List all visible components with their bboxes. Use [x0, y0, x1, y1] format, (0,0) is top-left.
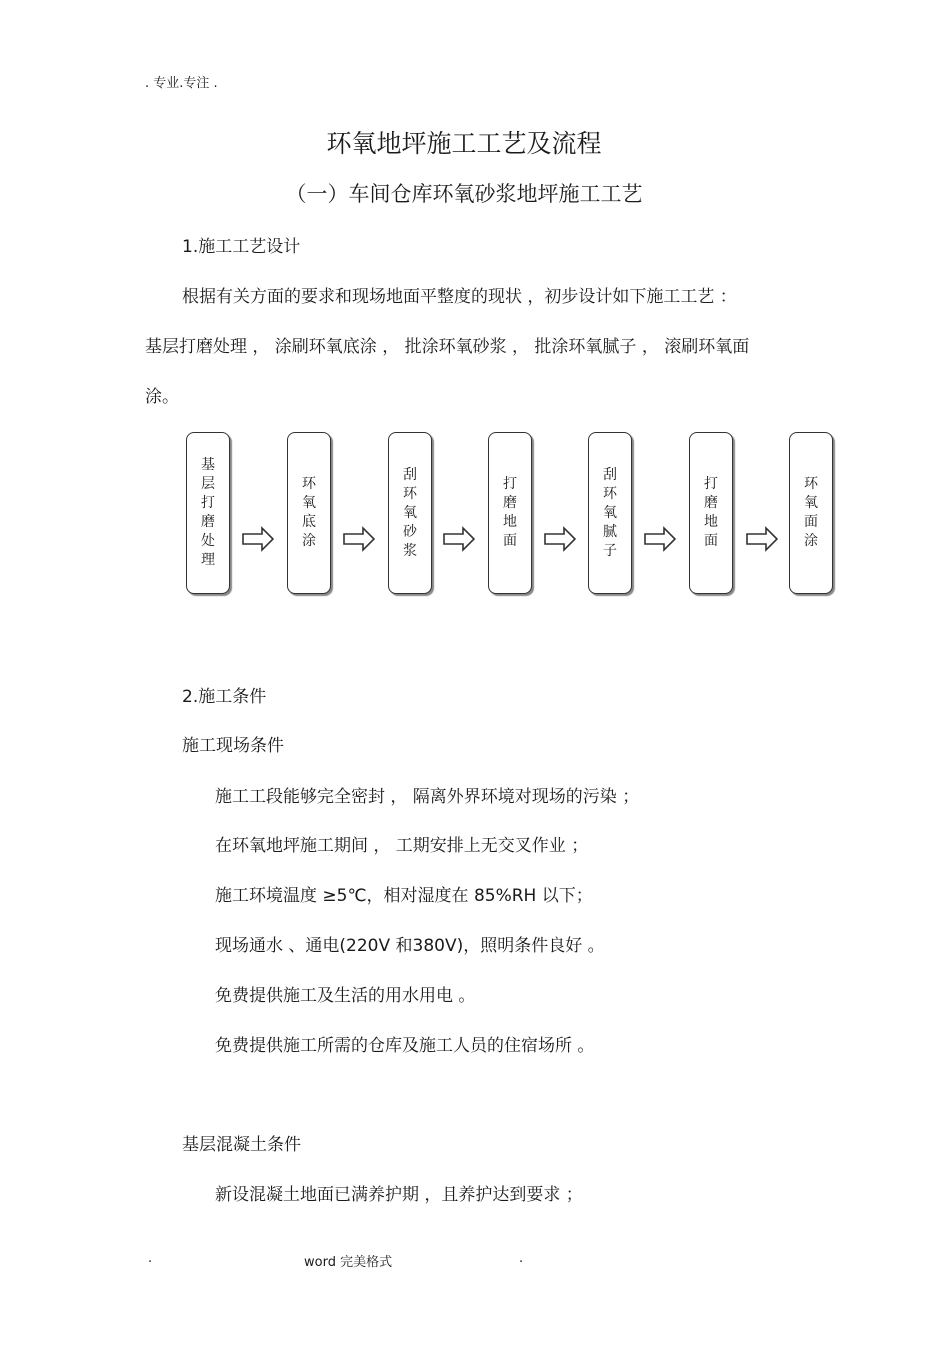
site-condition-item: 施工环境温度 ≥5℃，相对湿度在 85%RH 以下； — [215, 886, 593, 906]
section1-heading: 1.施工工艺设计 — [182, 237, 301, 257]
flow-step-box — [186, 432, 230, 594]
site-condition-item: 现场通水 、通电(220V 和380V)，照明条件良好 。 — [215, 936, 605, 956]
flow-step-box — [689, 432, 733, 594]
flow-step-box — [287, 432, 331, 594]
concrete-conditions-heading: 基层混凝土条件 — [182, 1135, 301, 1155]
flow-step-label: 环氧面涂 — [804, 476, 818, 549]
right-arrow-icon — [242, 526, 274, 552]
footer-text: word 完美格式 — [304, 1255, 393, 1270]
footer-right-dot: . — [519, 1251, 524, 1266]
site-condition-item: 免费提供施工及生活的用水用电 。 — [215, 986, 476, 1006]
flow-step-box — [588, 432, 632, 594]
site-condition-item: 在环氧地坪施工期间 ， 工期安排上无交叉作业 ； — [215, 836, 589, 856]
document-subtitle: （一）车间仓库环氧砂浆地坪施工工艺 — [285, 182, 643, 206]
site-condition-item: 施工工段能够完全密封 ， 隔离外界环境对现场的污染 ； — [215, 787, 640, 807]
site-conditions-heading: 施工现场条件 — [182, 736, 284, 756]
document-title: 环氧地坪施工工艺及流程 — [326, 129, 602, 158]
section1-paragraph-line3: 涂。 — [145, 387, 179, 407]
right-arrow-icon — [544, 526, 576, 552]
flow-step-label: 环氧底涂 — [302, 476, 316, 549]
flow-step-label: 刮环氧腻子 — [603, 466, 617, 559]
right-arrow-icon — [443, 526, 475, 552]
page-header: . 专业.专注 . — [145, 76, 218, 91]
flow-step-box — [388, 432, 432, 594]
flow-step-label: 打磨地面 — [503, 476, 517, 549]
concrete-condition-item: 新设混凝土地面已满养护期 ，且养护达到要求 ； — [215, 1185, 583, 1205]
flow-step-box — [488, 432, 532, 594]
flow-step-label: 打磨地面 — [704, 476, 718, 549]
section1-paragraph-line2: 基层打磨处理 ， 涂刷环氧底涂 ， 批涂环氧砂浆 ， 批涂环氧腻子 ， 滚刷环氧面 — [145, 337, 750, 357]
flow-step-box — [789, 432, 833, 594]
site-condition-item: 免费提供施工所需的仓库及施工人员的住宿场所 。 — [215, 1036, 595, 1056]
right-arrow-icon — [644, 526, 676, 552]
section1-paragraph-line1: 根据有关方面的要求和现场地面平整度的现状 ，初步设计如下施工工艺 ： — [182, 287, 737, 307]
flow-step-label: 基层打磨处理 — [201, 457, 215, 568]
footer-left-dot: . — [148, 1251, 153, 1266]
section2-heading: 2.施工条件 — [182, 687, 267, 707]
right-arrow-icon — [343, 526, 375, 552]
right-arrow-icon — [746, 526, 778, 552]
flow-step-label: 刮环氧砂浆 — [403, 466, 417, 559]
